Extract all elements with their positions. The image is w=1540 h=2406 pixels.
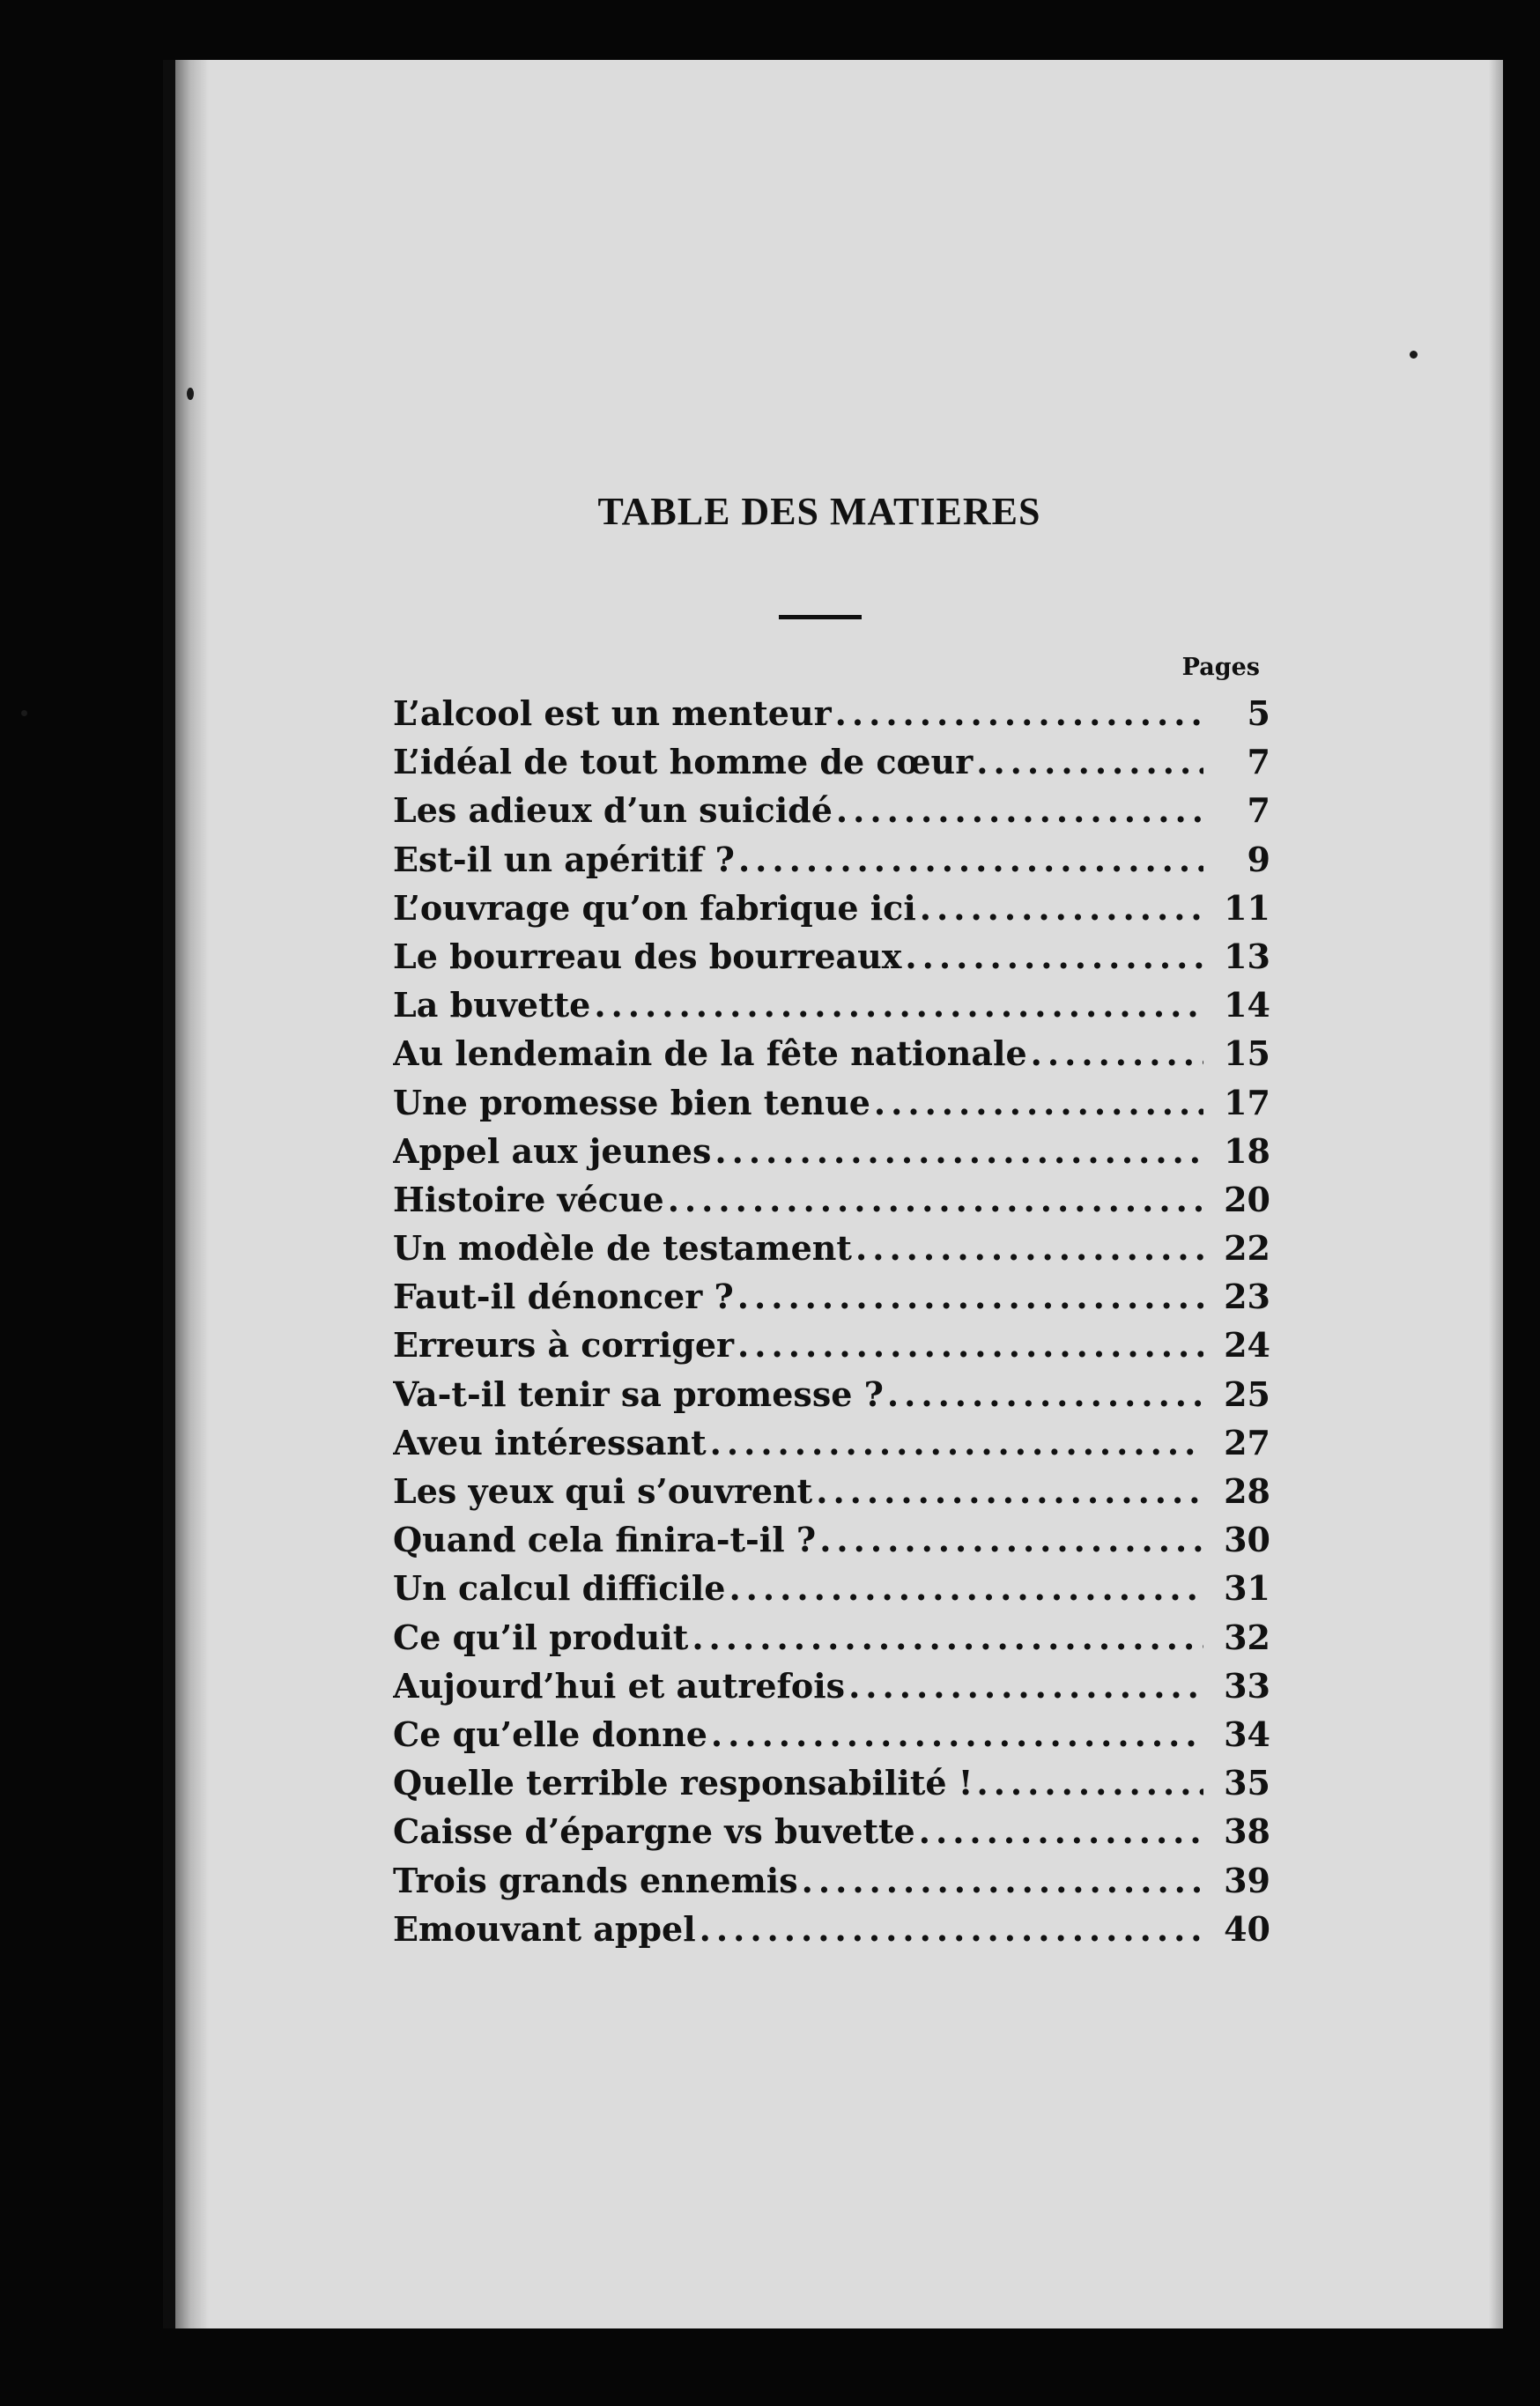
- book-spine: [163, 60, 175, 2328]
- toc-entry-page: 13: [1224, 936, 1270, 976]
- toc-entry-page: 35: [1224, 1763, 1270, 1803]
- toc-entry: [393, 840, 1270, 888]
- toc-entry: [393, 1666, 1270, 1714]
- toc-entry-title: Les yeux qui s’ouvrent: [393, 1471, 813, 1511]
- toc-entry-title: Est-il un apéritif ?: [393, 839, 735, 879]
- leader-dots: [887, 1374, 1203, 1414]
- toc-entry-title: Un modèle de testament: [393, 1228, 852, 1269]
- toc-entry-page: 24: [1224, 1325, 1270, 1366]
- toc-entry-page: 17: [1224, 1082, 1270, 1122]
- toc-entry-title: Ce qu’il produit: [393, 1617, 689, 1657]
- toc-entry-page: 25: [1224, 1373, 1270, 1414]
- leader-dots: [905, 936, 1203, 976]
- toc-entry: [393, 1520, 1270, 1568]
- toc-entry-page: 28: [1224, 1471, 1270, 1511]
- leader-dots: [819, 1520, 1203, 1559]
- toc-entry-page: 7: [1247, 742, 1270, 782]
- leader-dots: [738, 840, 1203, 879]
- leader-dots: [700, 1909, 1203, 1949]
- toc-entry: [393, 1131, 1270, 1180]
- leader-dots: [919, 1811, 1203, 1851]
- toc-entry-title: Le bourreau des bourreaux: [393, 936, 902, 976]
- toc-entry-page: 39: [1224, 1860, 1270, 1900]
- toc-entry-title: Les adieux d’un suicidé: [393, 790, 833, 831]
- toc-entry-page: 22: [1224, 1228, 1270, 1269]
- toc-entry-page: 9: [1247, 839, 1270, 879]
- toc-entry-page: 18: [1224, 1130, 1270, 1171]
- leader-dots: [836, 790, 1203, 830]
- toc-entry-title: L’ouvrage qu’on fabrique ici: [393, 887, 916, 928]
- leader-dots: [692, 1618, 1203, 1657]
- toc-entry: [393, 1618, 1270, 1666]
- toc-entry-title: Emouvant appel: [393, 1908, 696, 1949]
- toc-entry-page: 32: [1224, 1617, 1270, 1657]
- leader-dots: [594, 985, 1203, 1025]
- leader-dots: [855, 1228, 1203, 1268]
- toc-entry-title: Aveu intéressant: [393, 1422, 707, 1462]
- toc-entry: [393, 1374, 1270, 1423]
- toc-entry-page: 5: [1247, 693, 1270, 733]
- toc-entry: [393, 1714, 1270, 1763]
- toc-entry-title: Aujourd’hui et autrefois: [393, 1665, 846, 1706]
- toc-entry-title: Histoire vécue: [393, 1179, 664, 1219]
- toc-entry-title: Quelle terrible responsabilité !: [393, 1763, 974, 1803]
- table-of-contents: [393, 693, 1270, 1958]
- toc-entry-title: Ce qu’elle donne: [393, 1714, 707, 1754]
- toc-entry-page: 7: [1247, 790, 1270, 831]
- scan-speck: [1410, 351, 1418, 359]
- leader-dots: [976, 742, 1203, 781]
- page-title: TABLE DES MATIERES: [597, 490, 1041, 533]
- toc-entry: [393, 742, 1270, 790]
- page-edge-shadow: [1489, 60, 1503, 2328]
- toc-entry-title: La buvette: [393, 985, 591, 1025]
- leader-dots: [737, 1277, 1203, 1316]
- toc-entry: [393, 1033, 1270, 1082]
- leader-dots: [668, 1180, 1203, 1219]
- toc-entry-title: Un calcul difficile: [393, 1568, 726, 1609]
- toc-entry-title: Trois grands ennemis: [393, 1860, 798, 1900]
- toc-entry: [393, 1909, 1270, 1958]
- leader-dots: [848, 1666, 1203, 1706]
- toc-entry-title: Erreurs à corriger: [393, 1325, 735, 1366]
- toc-entry-page: 38: [1224, 1811, 1270, 1852]
- toc-entry: [393, 1471, 1270, 1520]
- toc-entry: [393, 790, 1270, 839]
- leader-dots: [874, 1083, 1203, 1122]
- toc-entry: [393, 936, 1270, 985]
- toc-entry-page: 27: [1224, 1422, 1270, 1462]
- toc-entry: [393, 1325, 1270, 1373]
- toc-entry-title: Faut-il dénoncer ?: [393, 1277, 734, 1317]
- leader-dots: [835, 693, 1203, 733]
- leader-dots: [711, 1714, 1203, 1754]
- toc-entry: [393, 1277, 1270, 1325]
- leader-dots: [920, 888, 1203, 928]
- toc-entry-title: Au lendemain de la fête nationale: [393, 1033, 1027, 1074]
- toc-entry-page: 14: [1224, 985, 1270, 1025]
- toc-entry-page: 34: [1224, 1714, 1270, 1754]
- leader-dots: [802, 1861, 1203, 1900]
- toc-entry-title: Une promesse bien tenue: [393, 1082, 870, 1122]
- toc-entry: [393, 1568, 1270, 1617]
- toc-entry: [393, 985, 1270, 1033]
- toc-entry: [393, 1763, 1270, 1811]
- leader-dots: [714, 1131, 1203, 1171]
- toc-entry-title: Va-t-il tenir sa promesse ?: [393, 1373, 884, 1414]
- leader-dots: [816, 1471, 1203, 1511]
- toc-entry-page: 15: [1224, 1033, 1270, 1074]
- scan-speck: [187, 388, 194, 400]
- leader-dots: [737, 1325, 1203, 1365]
- toc-entry: [393, 1423, 1270, 1471]
- toc-entry: [393, 1228, 1270, 1277]
- scan-speck: [21, 710, 27, 716]
- toc-entry: [393, 693, 1270, 742]
- leader-dots: [710, 1423, 1203, 1462]
- toc-entry-page: 20: [1224, 1179, 1270, 1219]
- toc-entry: [393, 1811, 1270, 1860]
- toc-entry: [393, 1861, 1270, 1909]
- toc-entry-title: Appel aux jeunes: [393, 1130, 712, 1171]
- toc-entry-page: 40: [1224, 1908, 1270, 1949]
- pages-column-label: Pages: [1181, 654, 1260, 681]
- leader-dots: [1031, 1033, 1203, 1073]
- leader-dots: [729, 1568, 1203, 1608]
- toc-entry-page: 31: [1224, 1568, 1270, 1609]
- toc-entry-title: Quand cela finira-t-il ?: [393, 1520, 817, 1560]
- title-rule: [779, 615, 862, 619]
- toc-entry-title: Caisse d’épargne vs buvette: [393, 1811, 915, 1852]
- toc-entry-title: L’idéal de tout homme de cœur: [393, 742, 974, 782]
- toc-entry-page: 11: [1224, 887, 1270, 928]
- toc-entry-page: 33: [1224, 1665, 1270, 1706]
- leader-dots: [976, 1763, 1203, 1803]
- toc-entry: [393, 1083, 1270, 1131]
- toc-entry: [393, 888, 1270, 936]
- toc-entry: [393, 1180, 1270, 1228]
- gutter-shadow: [175, 60, 209, 2328]
- toc-entry-title: L’alcool est un menteur: [393, 693, 832, 733]
- toc-entry-page: 30: [1224, 1520, 1270, 1560]
- toc-entry-page: 23: [1224, 1277, 1270, 1317]
